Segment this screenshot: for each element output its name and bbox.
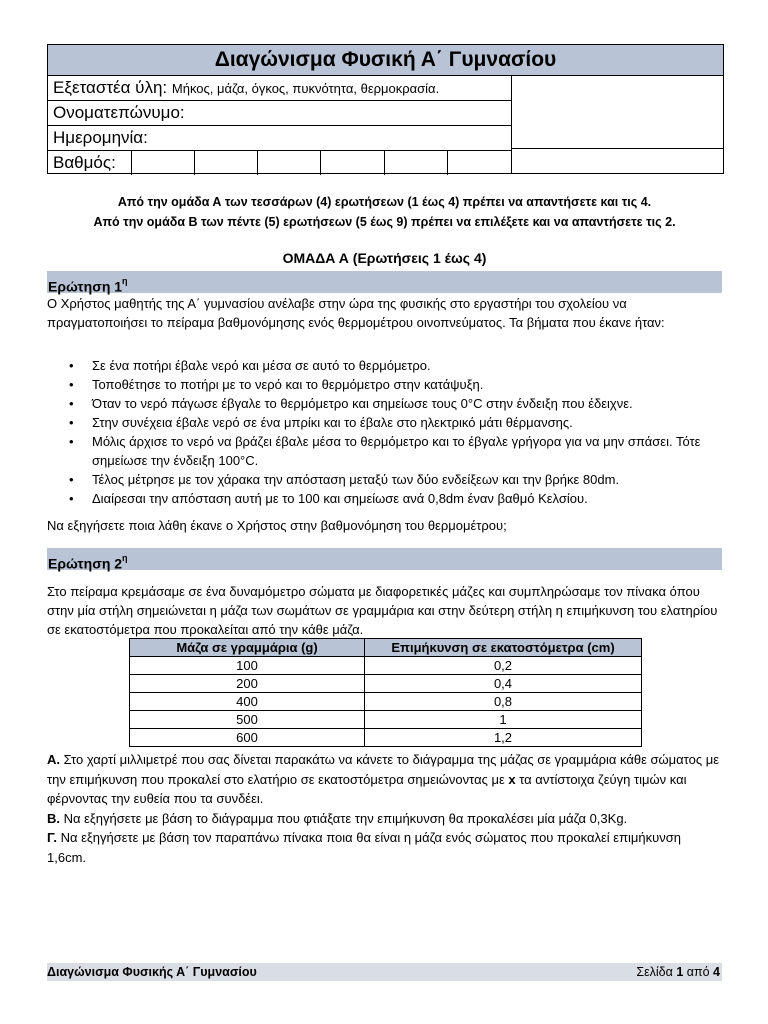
x-mark: x [508, 771, 516, 787]
question-2-title: Ερώτηση 2 [48, 555, 123, 572]
list-item: • Όταν το νερό πάγωσε έβγαλε το θερμόμετρο και σημείωσε τους 0°C στην ένδειξη που έδειχνε. [47, 394, 722, 413]
mass-cell: 400 [130, 693, 365, 711]
subquestion-c [47, 828, 722, 867]
question-1-steps [47, 356, 722, 508]
extension-cell: 1 [365, 711, 642, 729]
question-2-intro: Στο πείραμα κρεμάσαμε σε ένα δυναμόμετρο σώματα με διαφορετικές μάζες και συμπληρώσαμε τον πίνακα όπου στην μία στήλη σημειώνεται η μάζα των σωμάτων σε γραμμάρια και στην δεύτερη στήλη η επιμήκυνση του ελατηρίου σε εκατοστόμετρα που προκαλείται από την κάθε μάζα. [47, 584, 718, 637]
subquestion-c-text: Να εξηγήσετε με βάση τον παραπάνω πίνακα ποια θα είναι η μάζα ενός σώματος που προκαλεί επιμήκυνση 1,6cm. [47, 830, 682, 865]
subquestion-a-text-end: τα αντίστοιχα ζεύγη τιμών και φέρνοντας την ευθεία που τα συνδέει. [47, 771, 687, 806]
extension-cell: 0,2 [365, 657, 642, 675]
question-2-sup: η [122, 553, 128, 563]
subquestion-b-label: Β. [47, 810, 60, 826]
subquestion-a-label: Α. [47, 752, 60, 767]
page-footer [47, 963, 722, 981]
extension-cell: 1,2 [365, 729, 642, 747]
subquestion-a [47, 750, 722, 809]
page-number [636, 963, 720, 981]
question-1-question: Να εξηγήσετε ποια λάθη έκανε ο Χρήστος στην βαθμονόμηση του θερμομέτρου; [47, 518, 507, 533]
subquestion-b [47, 809, 722, 829]
question-1-header [47, 271, 722, 293]
syllabus-row [48, 76, 511, 101]
list-item: • Τέλος μέτρησε με τον χάρακα την απόσταση μεταξύ των δύο ενδείξεων και την βρήκε 80dm. [47, 470, 722, 489]
exam-header-table [47, 44, 724, 174]
syllabus-value: Μήκος, μάζα, όγκος, πυκνότητα, θερμοκρασία. [171, 81, 440, 96]
syllabus-label: Εξεταστέα ύλη: [53, 78, 168, 97]
table-header-row [130, 639, 642, 657]
table-row [130, 675, 642, 693]
mass-cell: 500 [130, 711, 365, 729]
list-item: • Τοποθέτησε το ποτήρι με το νερό και το θερμόμετρο στην κατάψυξη. [47, 375, 722, 394]
date-label: Ημερομηνία: [53, 128, 148, 147]
list-item: • Σε ένα ποτήρι έβαλε νερό και μέσα σε αυτό το θερμόμετρο. [47, 356, 722, 375]
column-header: Επιμήκυνση σε εκατοστόμετρα (cm) [365, 639, 642, 657]
instruction-line: Από την ομάδα Α των τεσσάρων (4) ερωτήσεων (1 έως 4) πρέπει να απαντήσετε και τις 4. [117, 195, 652, 209]
total-pages: 4 [713, 965, 720, 979]
mass-cell: 100 [130, 657, 365, 675]
question-1-sup: η [122, 276, 128, 286]
footer-title: Διαγώνισμα Φυσικής Α΄ Γυμνασίου [47, 965, 257, 979]
question-2-subquestions [47, 750, 722, 867]
list-item: • Διαίρεσαι την απόσταση αυτή με το 100 και σημείωσε ανά 0,8dm έναν βαθμό Κελσίου. [47, 489, 722, 508]
question-1-title: Ερώτηση 1 [48, 278, 123, 295]
instruction-line: Από την ομάδα Β των πέντε (5) ερωτήσεων (5 έως 9) πρέπει να επιλέξετε και να απαντήσετε τις 2. [93, 215, 676, 229]
current-page: 1 [676, 965, 684, 979]
page-prefix: Σελίδα [636, 965, 677, 979]
mass-cell: 200 [130, 675, 365, 693]
name-label: Ονοματεπώνυμο: [53, 103, 185, 122]
question-2-header [47, 548, 722, 570]
instructions [47, 192, 722, 232]
table-row [130, 657, 642, 675]
mass-cell: 600 [130, 729, 365, 747]
table-row [130, 711, 642, 729]
subquestion-c-label: Γ. [47, 830, 57, 845]
grade-label: Βαθμός: [53, 153, 116, 172]
extension-cell: 0,4 [365, 675, 642, 693]
group-a-title: ΟΜΑΔΑ Α (Ερωτήσεις 1 έως 4) [282, 250, 487, 266]
page-mid: από [683, 965, 714, 979]
subquestion-b-text: Να εξηγήσετε με βάση το διάγραμμα που φτιάξατε την επιμήκυνση θα προκαλέσει μία μάζα 0,3Kg. [60, 810, 628, 826]
name-field[interactable] [48, 101, 511, 126]
table-row [130, 729, 642, 747]
mass-extension-table [129, 638, 642, 747]
date-field[interactable] [48, 126, 511, 151]
subquestion-a-text: Στο χαρτί μιλλιμετρέ που σας δίνεται παρακάτω να κάνετε το διάγραμμα της μάζας σε γραμμάρια κάθε σώματος με την επιμήκυνση που προκαλεί στο ελατήριο σε εκατοστόμετρα σημειώνοντας με [47, 752, 720, 787]
column-header: Μάζα σε γραμμάρια (g) [130, 639, 365, 657]
list-item: • Μόλις άρχισε το νερό να βράζει έβαλε μέσα το θερμόμετρο και το έβγαλε γρήγορα για να μην σπάσει. Τότε σημείωσε την ένδειξη 100°C. [47, 432, 722, 470]
notes-box [512, 76, 723, 173]
extension-cell: 0,8 [365, 693, 642, 711]
grade-row [48, 151, 511, 175]
question-1-intro: Ο Χρήστος μαθητής της Α΄ γυμνασίου ανέλαβε στην ώρα της φυσικής στο εργαστήρι του σχολείου να πραγματοποιήσει το πείραμα βαθμονόμησης ενός θερμομέτρου οινοπνεύματος. Τα βήματα που έκανε ήταν: [47, 296, 665, 330]
list-item: • Στην συνέχεια έβαλε νερό σε ένα μπρίκι και το έβαλε στο ηλεκτρικό μάτι θέρμανσης. [47, 413, 722, 432]
table-row [130, 693, 642, 711]
exam-title: Διαγώνισμα Φυσική Α΄ Γυμνασίου [48, 45, 723, 76]
